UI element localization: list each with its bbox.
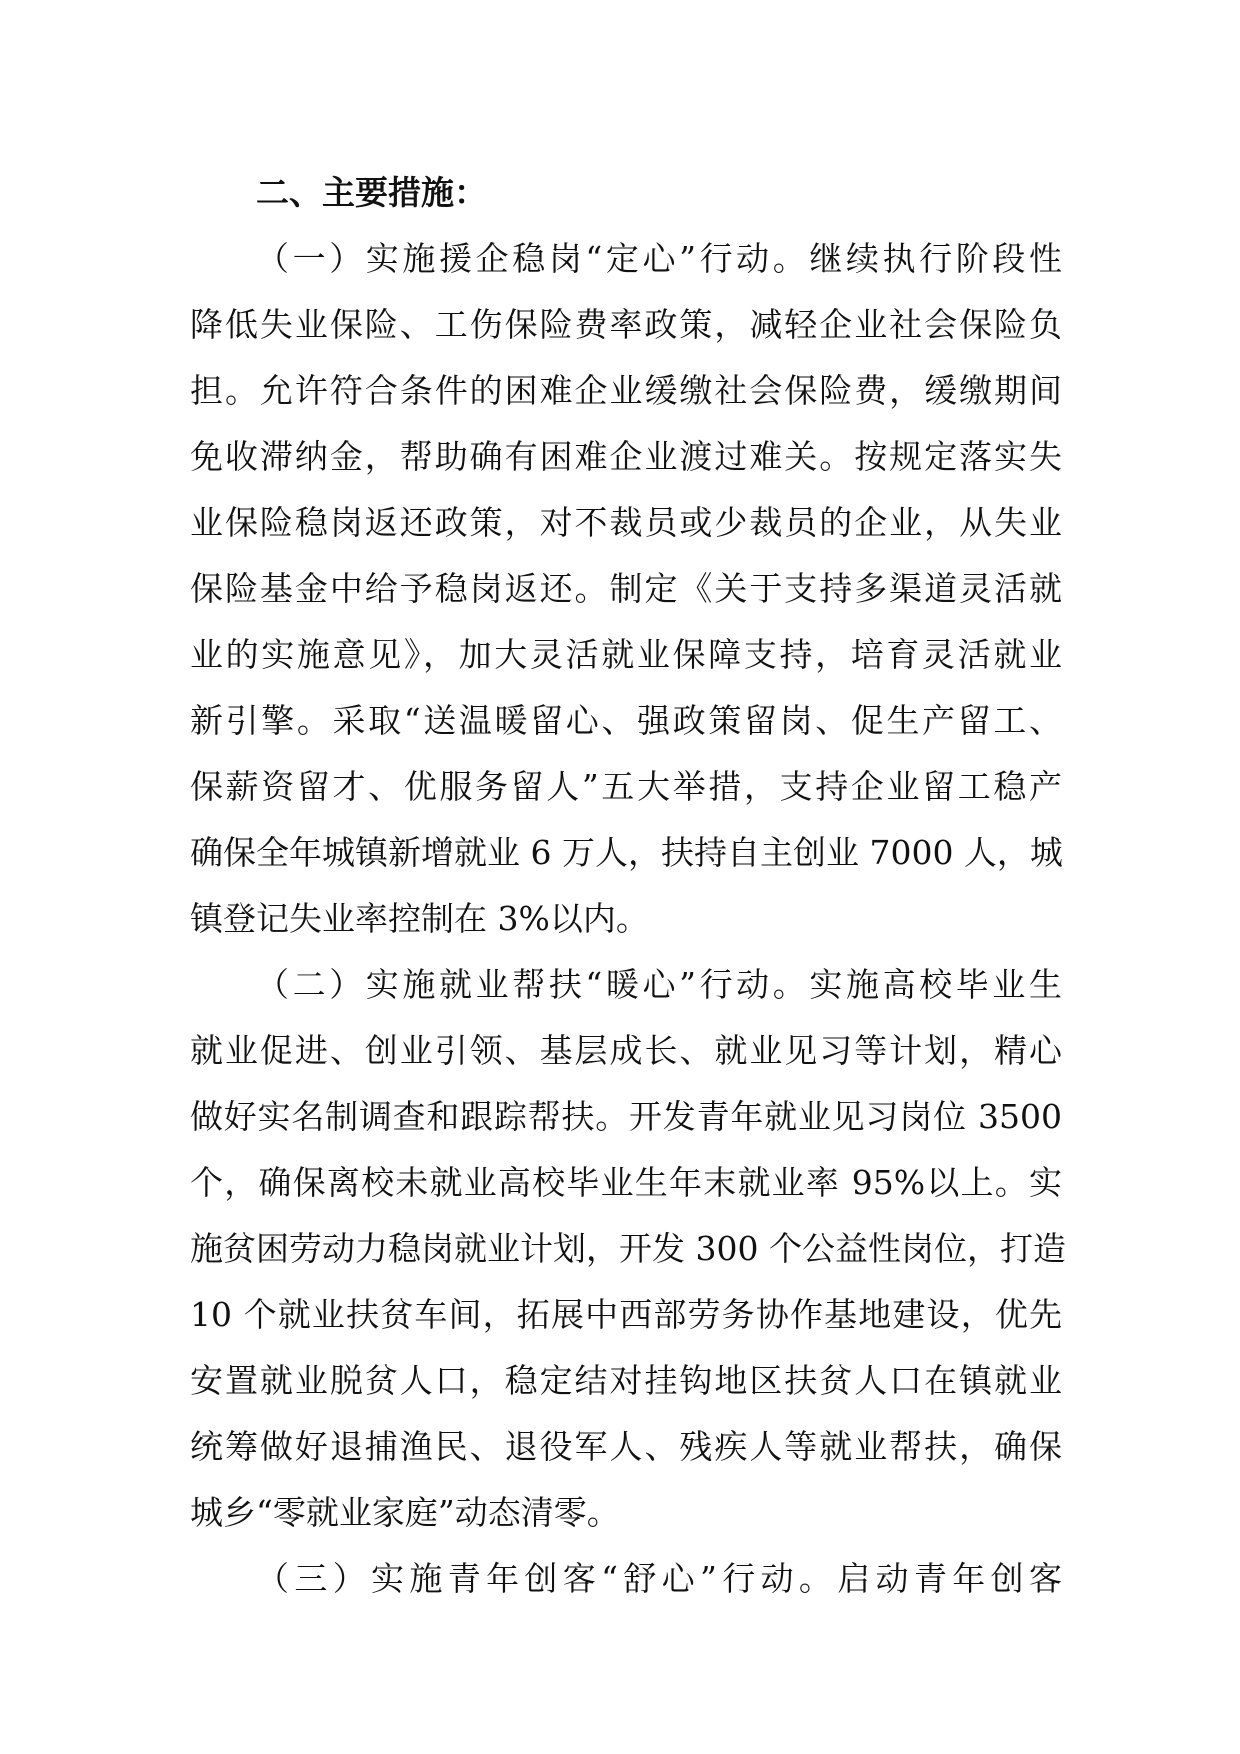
- section-heading: 二、主要措施：: [256, 173, 487, 212]
- text-line: 镇登记失业率控制在 3%以内。: [190, 899, 649, 938]
- text-line: 10 个就业扶贫车间，拓展中西部劳务协作基地建设，优先: [190, 1295, 1062, 1334]
- paragraph-lines: [190, 226, 1066, 1612]
- text-line: （二）实施就业帮扶“暖心”行动。实施高校毕业生: [256, 965, 1062, 1004]
- text-line: （三）实施青年创客“舒心”行动。启动青年创客: [256, 1559, 1062, 1598]
- text-line: 担。允许符合条件的困难企业缓缴社会保险费，缓缴期间: [190, 371, 1062, 410]
- text-line: 免收滞纳金，帮助确有困难企业渡过难关。按规定落实失: [190, 437, 1062, 476]
- text-line: 安置就业脱贫人口，稳定结对挂钩地区扶贫人口在镇就业: [190, 1361, 1062, 1400]
- text-line: 降低失业保险、工伤保险费率政策，减轻企业社会保险负: [190, 305, 1062, 344]
- text-line: 保薪资留才、优服务留人”五大举措，支持企业留工稳产: [190, 767, 1062, 806]
- text-line: 业的实施意见》，加大灵活就业保障支持，培育灵活就业: [190, 635, 1062, 674]
- text-line: 统筹做好退捕渔民、退役军人、残疾人等就业帮扶，确保: [190, 1427, 1062, 1466]
- text-line: 确保全年城镇新增就业 6 万人，扶持自主创业 7000 人，城: [190, 833, 1063, 872]
- text-line: 新引擎。采取“送温暖留心、强政策留岗、促生产留工、: [190, 701, 1062, 740]
- text-line: 业保险稳岗返还政策，对不裁员或少裁员的企业，从失业: [190, 503, 1062, 542]
- text-line: 做好实名制调查和跟踪帮扶。开发青年就业见习岗位 3500: [190, 1097, 1062, 1136]
- document-body: [190, 160, 1066, 1612]
- text-line: （一）实施援企稳岗“定心”行动。继续执行阶段性: [256, 239, 1062, 278]
- text-line: 个，确保离校未就业高校毕业生年末就业率 95%以上。实: [190, 1163, 1062, 1202]
- text-line: 就业促进、创业引领、基层成长、就业见习等计划，精心: [190, 1031, 1062, 1070]
- text-line: 城乡“零就业家庭”动态清零。: [190, 1493, 620, 1532]
- text-line: 保险基金中给予稳岗返还。制定《关于支持多渠道灵活就: [190, 569, 1062, 608]
- text-line: 施贫困劳动力稳岗就业计划，开发 300 个公益性岗位，打造: [190, 1229, 1066, 1268]
